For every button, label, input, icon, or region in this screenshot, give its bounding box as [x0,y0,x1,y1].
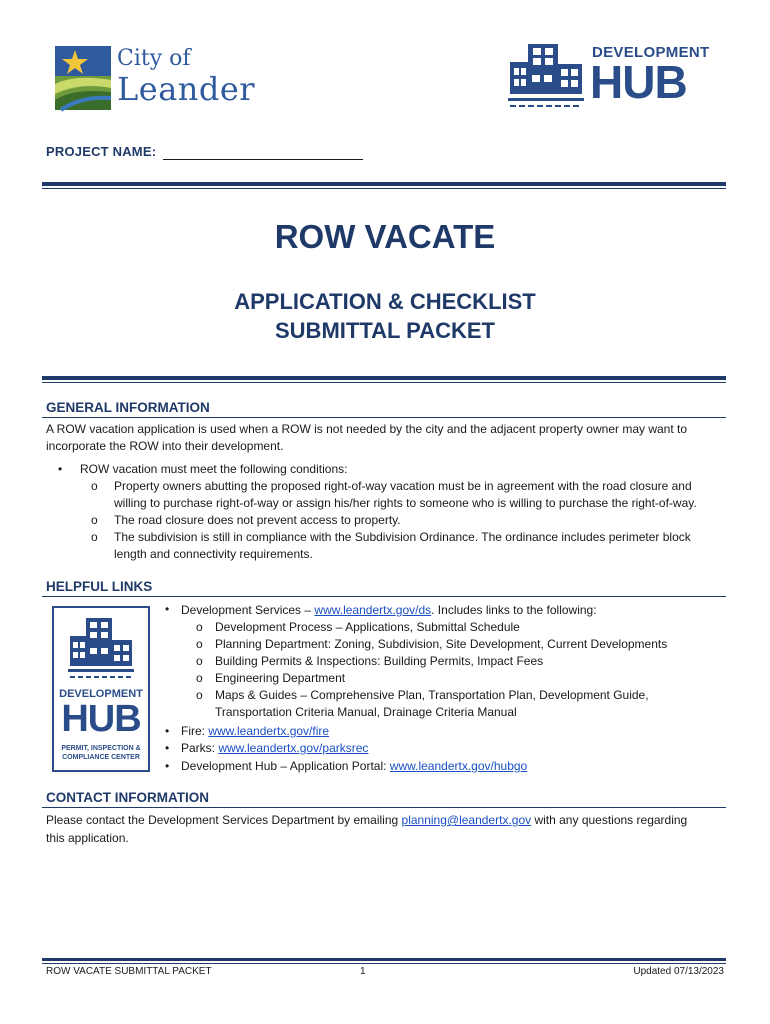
badge-subtitle-line2: COMPLIANCE CENTER [62,754,140,761]
ds-subitem: Planning Department: Zoning, Subdivision, Site Development, Current Developments [215,637,668,651]
condition-1-line1: Property owners abutting the proposed right-of-way vacation must be in agreement with the road closure and [114,479,692,493]
circle-bullet-icon: o [196,671,203,685]
contact-text-line2: this application. [46,831,129,845]
project-name-label: PROJECT NAME: [46,144,157,159]
title-divider [42,376,726,383]
contact-suffix: with any questions regarding [531,813,688,827]
development-services-link[interactable]: www.leandertx.gov/ds [314,603,432,617]
condition-3-line2: length and connectivity requirements. [114,547,313,561]
hub-portal-link[interactable]: www.leandertx.gov/hubgo [389,759,528,773]
contact-information-heading: CONTACT INFORMATION [46,790,209,805]
circle-bullet-icon: o [196,654,203,668]
condition-1-line2: willing to purchase right-of-way or assign his/her rights to someone who is willing to purchase the right-of-way. [114,496,697,510]
ds-subitem: Engineering Department [215,671,346,685]
development-services-item [181,602,597,619]
footer-updated-date: Updated 07/13/2023 [633,966,724,977]
parks-item [181,740,368,757]
document-title: ROW VACATE [274,218,496,255]
hub-portal-label: Development Hub – Application Portal: [181,759,390,773]
general-intro-line2: incorporate the ROW into their development. [46,439,284,453]
circle-bullet-icon: o [91,479,98,493]
hub-portal-item [181,758,527,775]
leander-text: Leander [117,70,256,108]
hub-logo-hub-text: HUB [590,56,687,108]
badge-subtitle-line1: PERMIT, INSPECTION & [61,745,141,752]
general-information-heading: GENERAL INFORMATION [46,400,210,415]
contact-text-line1 [46,812,687,829]
contact-prefix: Please contact the Development Services Department by emailing [46,813,402,827]
development-hub-badge [52,606,150,772]
fire-item [181,723,329,740]
parks-link[interactable]: www.leandertx.gov/parksrec [218,741,369,755]
parks-label: Parks: [181,741,219,755]
circle-bullet-icon: o [91,513,98,527]
bullet-icon: • [165,759,170,773]
building-icon [508,42,584,110]
badge-hub-text: HUB [61,698,141,740]
development-hub-logo [508,42,708,110]
development-services-suffix: . Includes links to the following: [431,603,597,617]
circle-bullet-icon: o [196,620,203,634]
fire-label: Fire: [181,724,209,738]
general-bullet: ROW vacation must meet the following conditions: [80,462,348,476]
general-intro-line1: A ROW vacation application is used when a ROW is not needed by the city and the adjacent property owner may want to [46,422,688,436]
circle-bullet-icon: o [196,688,203,702]
footer-document-name: ROW VACATE SUBMITTAL PACKET [46,966,212,977]
fire-link[interactable]: www.leandertx.gov/fire [208,724,330,738]
circle-bullet-icon: o [91,530,98,544]
ds-subitem: Maps & Guides – Comprehensive Plan, Transportation Plan, Development Guide, [215,688,649,702]
page-number: 1 [360,966,366,977]
general-information-underline [42,417,726,418]
bullet-icon: • [165,741,170,755]
bullet-icon: • [58,462,63,476]
condition-3-line1: The subdivision is still in compliance with the Subdivision Ordinance. The ordinance includes perimeter block [114,530,691,544]
city-of-leander-logo [55,44,255,114]
ds-subitem-continued: Transportation Criteria Manual, Drainage Criteria Manual [215,705,517,719]
header-divider [42,182,726,189]
badge-development-text: DEVELOPMENT [59,688,143,700]
condition-2: The road closure does not prevent access to property. [114,513,401,527]
bullet-icon: • [165,602,170,616]
hub-logo-development-text: DEVELOPMENT [592,44,710,61]
helpful-links-underline [42,596,726,597]
project-name-field[interactable] [163,159,363,160]
footer-divider [42,958,726,964]
document-subtitle-line2: SUBMITTAL PACKET [275,318,495,343]
helpful-links-heading: HELPFUL LINKS [46,579,153,594]
contact-information-underline [42,807,726,808]
development-services-label: Development Services – [181,603,315,617]
city-of-text: City of [117,46,191,71]
building-icon [68,618,134,680]
planning-email-link[interactable]: planning@leandertx.gov [401,813,532,827]
bullet-icon: • [165,724,170,738]
ds-subitem: Building Permits & Inspections: Building Permits, Impact Fees [215,654,544,668]
document-subtitle-line1: APPLICATION & CHECKLIST [234,289,536,314]
circle-bullet-icon: o [196,637,203,651]
ds-subitem: Development Process – Applications, Submittal Schedule [215,620,520,634]
